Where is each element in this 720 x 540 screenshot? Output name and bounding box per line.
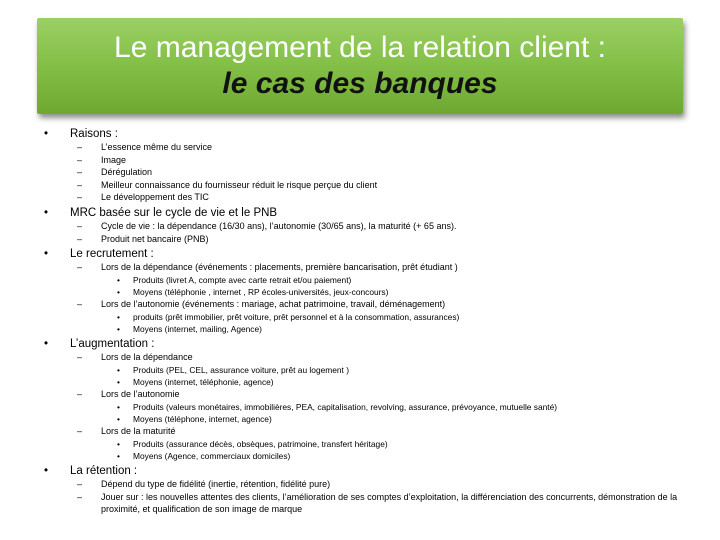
dot-bullet-icon: • [117,413,120,424]
dash-bullet-icon: – [77,167,83,178]
dot-bullet-icon: • [44,128,49,140]
bullet-item-level-1 [44,464,704,478]
bullet-item-level-2 [44,141,704,154]
bullet-text: Produits (assurance décès, obsèques, patrimoine, transfert héritage) [133,438,388,449]
bullet-text: Produit net bancaire (PNB) [101,233,209,244]
bullet-text: produits (prêt immobilier, prêt voiture, prêt personnel et à la consommation, assurances) [133,311,460,322]
bullet-text: Le recrutement : [70,248,154,261]
bullet-item-level-3 [44,323,704,335]
dash-bullet-icon: – [77,142,83,152]
bullet-text: Produits (PEL, CEL, assurance voiture, prêt au logement ) [133,364,349,375]
bullet-item-level-2 [44,154,704,167]
bullet-text: Dépend du type de fidélité (inertie, rétention, fidélité pure) [101,479,331,490]
bullet-item-level-2 [44,166,704,179]
dash-bullet-icon: – [77,179,83,190]
bullet-item-level-3 [44,364,704,376]
dash-bullet-icon: – [77,220,83,231]
dash-bullet-icon: – [77,352,83,363]
bullet-item-level-1 [44,206,704,220]
bullet-text: Raisons : [70,128,118,140]
bullet-outline [44,125,704,516]
bullet-item-level-2 [44,179,704,192]
bullet-text: Moyens (téléphonie , internet , RP écoles-universités, jeux-concours) [133,286,389,297]
dot-bullet-icon: • [117,364,120,375]
slide-title: Le management de la relation client : [114,31,606,64]
dash-bullet-icon: – [77,154,83,165]
bullet-text: Meilleur connaissance du fournisseur réduit le risque perçue du client [101,179,378,190]
slide-title-box [37,18,683,114]
dot-bullet-icon: • [117,323,120,334]
bullet-item-level-2 [44,425,704,438]
bullet-text: L’essence même du service [101,142,213,152]
dot-bullet-icon: • [117,450,120,461]
bullet-text: Moyens (internet, mailing, Agence) [133,323,262,334]
dot-bullet-icon: • [117,274,120,285]
dash-bullet-icon: – [77,479,83,490]
bullet-text: Produits (livret A, compte avec carte retrait et/ou paiement) [133,274,352,285]
dot-bullet-icon: • [44,206,49,219]
bullet-item-level-2 [44,298,704,311]
bullet-text: Lors de l’autonomie [101,389,180,400]
bullet-text: Moyens (internet, téléphonie, agence) [133,376,274,387]
bullet-item-level-3 [44,274,704,286]
bullet-item-level-2 [44,233,704,246]
bullet-item-level-3 [44,311,704,323]
bullet-item-level-2 [44,388,704,401]
bullet-item-level-1 [44,127,704,141]
slide-subtitle: le cas des banques [222,67,498,100]
bullet-item-level-2 [44,191,704,204]
bullet-text: Produits (valeurs monétaires, immobilières, PEA, capitalisation, revolving, assurance, prévoyance, mutuelle santé) [133,401,558,412]
dash-bullet-icon: – [77,262,83,273]
dot-bullet-icon: • [117,438,120,449]
bullet-item-level-3 [44,376,704,388]
dot-bullet-icon: • [117,311,120,322]
dot-bullet-icon: • [117,286,120,297]
bullet-text: MRC basée sur le cycle de vie et le PNB [70,206,278,219]
bullet-text: L’augmentation : [70,338,155,351]
bullet-text: Le développement des TIC [101,192,209,203]
bullet-item-level-3 [44,450,704,462]
bullet-text: La rétention : [70,465,138,478]
bullet-text: Dérégulation [101,167,153,178]
bullet-text: Cycle de vie : la dépendance (16/30 ans), l’autonomie (30/65 ans), la maturité (+ 65 ans). [101,220,457,231]
bullet-text: Moyens (Agence, commerciaux domiciles) [133,450,291,461]
dash-bullet-icon: – [77,299,83,310]
bullet-text: Lors de l’autonomie (événements : mariage, achat patrimoine, travail, déménagement) [101,299,446,310]
dot-bullet-icon: • [44,248,49,261]
dash-bullet-icon: – [77,233,83,244]
bullet-text: Lors de la dépendance (événements : placements, première bancarisation, prêt étudiant ) [101,262,458,273]
bullet-item-level-2 [44,351,704,364]
dot-bullet-icon: • [117,376,120,387]
bullet-item-level-2 [44,261,704,274]
bullet-item-level-1 [44,247,704,261]
dash-bullet-icon: – [77,491,83,502]
bullet-item-level-2 [44,491,704,516]
dash-bullet-icon: – [77,389,83,400]
bullet-item-level-2 [44,220,704,233]
dot-bullet-icon: • [117,401,120,412]
dot-bullet-icon: • [44,338,49,351]
bullet-item-level-3 [44,286,704,298]
bullet-text: Lors de la dépendance [101,352,193,363]
dash-bullet-icon: – [77,192,83,203]
bullet-item-level-3 [44,413,704,425]
bullet-item-level-1 [44,337,704,351]
bullet-text: Lors de la maturité [101,426,176,437]
dot-bullet-icon: • [44,465,49,478]
bullet-item-level-2 [44,478,704,491]
dash-bullet-icon: – [77,426,83,437]
bullet-text: Jouer sur : les nouvelles attentes des clients, l’amélioration de ses comptes d’exploitation, la différenciation des concurrents, démonstration de la proximité, et qualification de son image de marque [101,491,678,515]
bullet-text: Image [101,154,127,165]
bullet-item-level-3 [44,401,704,413]
bullet-item-level-3 [44,438,704,450]
bullet-text: Moyens (téléphone, internet, agence) [133,413,272,424]
